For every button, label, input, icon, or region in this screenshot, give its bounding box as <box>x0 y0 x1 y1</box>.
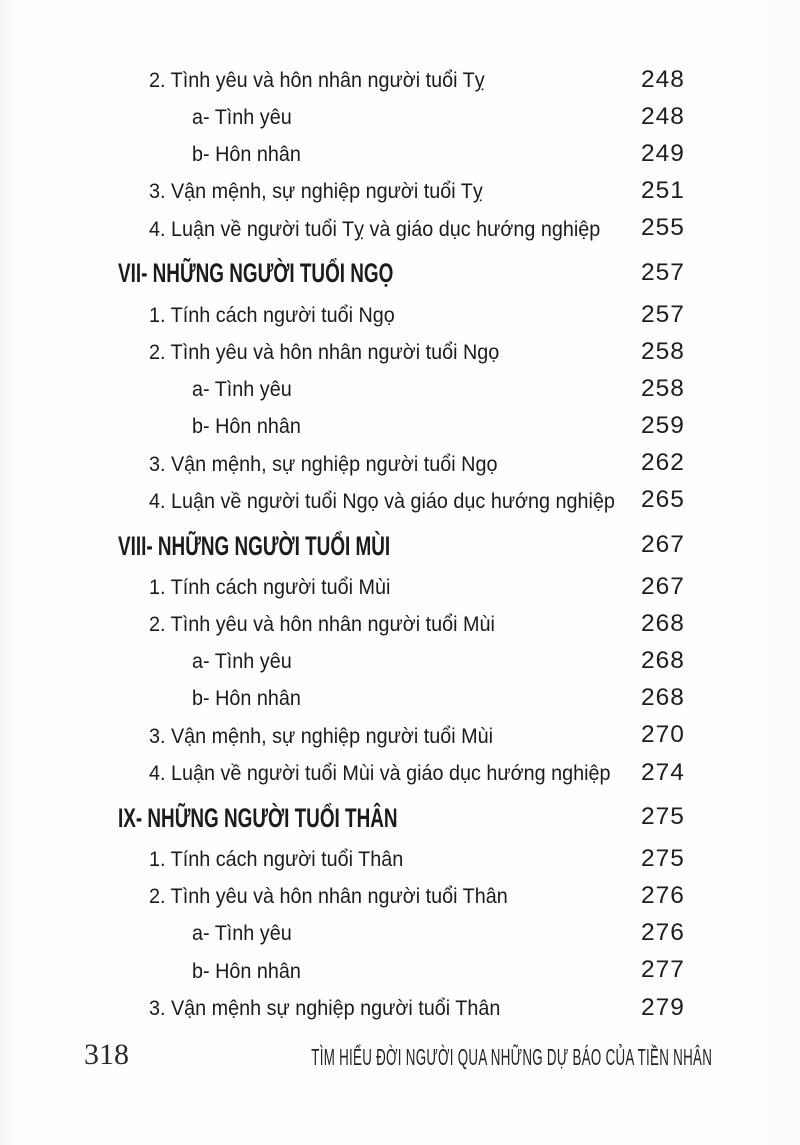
toc-entry <box>0 569 800 606</box>
toc-entry-label: 4. Luận về người tuổi Ngọ và giáo dục hướng nghiệp <box>149 488 615 513</box>
toc-entry <box>0 297 800 334</box>
toc-subentry-page: 248 <box>641 102 685 130</box>
toc-entry-label: 4. Luận về người tuổi Mùi và giáo dục hướng nghiệp <box>149 760 611 785</box>
toc-subentry <box>0 409 800 446</box>
toc-subentry-page: 276 <box>641 918 685 946</box>
toc-entry-page: 255 <box>641 214 685 242</box>
toc-subentry <box>0 681 800 718</box>
toc-entry-page: 276 <box>641 881 685 909</box>
toc-subentry-page: 268 <box>641 646 685 674</box>
page-footer <box>0 1036 800 1076</box>
toc-entry <box>0 483 800 520</box>
toc-subentry <box>0 953 800 990</box>
toc-subentry-label: b- Hôn nhân <box>192 958 301 983</box>
toc-subentry-page: 268 <box>641 683 685 711</box>
toc-subentry-page: 249 <box>641 139 685 167</box>
toc-subentry-page: 277 <box>641 956 685 984</box>
toc-subentry-label: b- Hôn nhân <box>192 142 301 167</box>
toc-entry <box>0 211 800 248</box>
toc-subentry-label: a- Tình yêu <box>192 921 292 946</box>
toc-entry-label: 1. Tính cách người tuổi Ngọ <box>149 302 395 327</box>
toc-entry-page: 265 <box>641 486 685 514</box>
toc-section-page: 275 <box>641 802 685 830</box>
toc-entry <box>0 606 800 643</box>
toc-subentry-label: b- Hôn nhân <box>192 686 301 711</box>
toc-entry <box>0 841 800 878</box>
toc-entry <box>0 755 800 792</box>
toc-subentry-page: 259 <box>641 411 685 439</box>
toc-entry-label: 2. Tình yêu và hôn nhân người tuổi Ngọ <box>149 339 500 364</box>
table-of-contents <box>0 62 800 1027</box>
toc-entry-page: 257 <box>641 300 685 328</box>
toc-subentry <box>0 136 800 173</box>
toc-entry-page: 258 <box>641 337 685 365</box>
toc-subentry-label: a- Tình yêu <box>192 105 292 130</box>
toc-entry-page: 268 <box>641 609 685 637</box>
toc-section-label: VIII- NHỮNG NGƯỜI TUỔI MÙI <box>118 530 391 561</box>
toc-section-header <box>0 523 800 569</box>
toc-section-header <box>0 251 800 297</box>
toc-entry-label: 3. Vận mệnh, sự nghiệp người tuổi Mùi <box>149 723 494 748</box>
toc-entry-label: 2. Tình yêu và hôn nhân người tuổi Mùi <box>149 612 495 637</box>
toc-entry-label: 2. Tình yêu và hôn nhân người tuổi Tỵ <box>149 67 485 92</box>
toc-entry-page: 279 <box>641 993 685 1021</box>
running-title: TÌM HIỂU ĐỜI NGƯỜI QUA NHỮNG DỰ BÁO CỦA TIỀN NHÂN <box>311 1044 712 1070</box>
toc-subentry <box>0 643 800 680</box>
toc-entry-page: 262 <box>641 449 685 477</box>
toc-entry <box>0 174 800 211</box>
toc-entry-page: 270 <box>641 721 685 749</box>
toc-section-page: 267 <box>641 530 685 558</box>
toc-section-header <box>0 795 800 841</box>
toc-entry <box>0 334 800 371</box>
toc-subentry-label: b- Hôn nhân <box>192 414 301 439</box>
folio-page-number: 318 <box>84 1038 129 1071</box>
toc-entry-page: 275 <box>641 844 685 872</box>
toc-entry <box>0 446 800 483</box>
toc-entry-page: 251 <box>641 176 685 204</box>
toc-entry <box>0 878 800 915</box>
toc-subentry-label: a- Tình yêu <box>192 649 292 674</box>
toc-entry-page: 267 <box>641 572 685 600</box>
toc-section-label: IX- NHỮNG NGƯỜI TUỔI THÂN <box>118 802 398 833</box>
toc-entry-label: 1. Tính cách người tuổi Thân <box>149 847 404 872</box>
toc-entry <box>0 990 800 1027</box>
toc-entry-label: 3. Vận mệnh, sự nghiệp người tuổi Tỵ <box>149 179 483 204</box>
toc-subentry-label: a- Tình yêu <box>192 377 292 402</box>
toc-subentry <box>0 371 800 408</box>
toc-entry-label: 4. Luận về người tuổi Tỵ và giáo dục hướng nghiệp <box>149 216 601 241</box>
toc-entry-label: 3. Vận mệnh, sự nghiệp người tuổi Ngọ <box>149 451 498 476</box>
toc-entry <box>0 62 800 99</box>
toc-subentry <box>0 99 800 136</box>
toc-subentry-page: 258 <box>641 374 685 402</box>
toc-entry-label: 3. Vận mệnh sự nghiệp người tuổi Thân <box>149 995 501 1020</box>
toc-entry <box>0 718 800 755</box>
toc-section-label: VII- NHỮNG NGƯỜI TUỔI NGỌ <box>118 258 394 289</box>
toc-section-page: 257 <box>641 258 685 286</box>
toc-entry-page: 248 <box>641 65 685 93</box>
toc-entry-label: 1. Tính cách người tuổi Mùi <box>149 574 391 599</box>
toc-entry-label: 2. Tình yêu và hôn nhân người tuổi Thân <box>149 884 508 909</box>
toc-subentry <box>0 916 800 953</box>
toc-entry-page: 274 <box>641 758 685 786</box>
